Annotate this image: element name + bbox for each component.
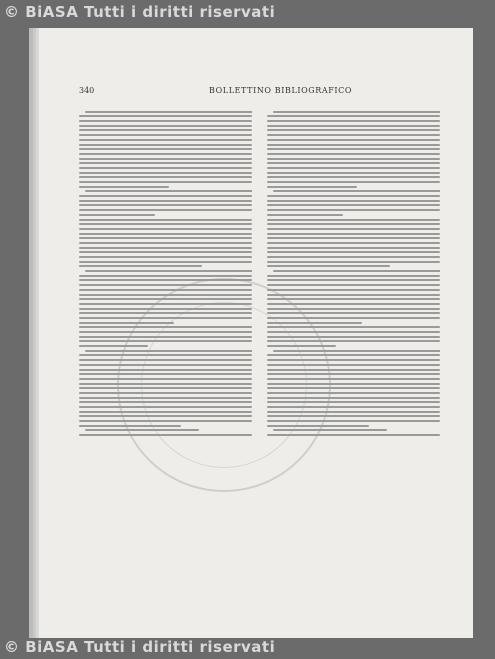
text-line xyxy=(273,270,440,272)
text-line xyxy=(267,303,440,305)
text-line xyxy=(267,233,440,235)
text-line xyxy=(79,378,252,380)
text-line xyxy=(79,289,252,291)
text-line xyxy=(267,265,390,267)
text-line xyxy=(267,289,440,291)
text-line xyxy=(273,111,440,113)
text-line xyxy=(79,364,252,366)
text-line xyxy=(79,195,252,197)
text-line xyxy=(79,340,252,342)
text-line xyxy=(267,284,440,286)
text-line xyxy=(79,162,252,164)
text-line xyxy=(79,134,252,136)
text-line xyxy=(267,411,440,413)
text-line xyxy=(267,167,440,169)
text-line xyxy=(79,331,252,333)
text-line xyxy=(267,209,440,211)
text-line xyxy=(267,200,440,202)
text-line xyxy=(267,247,440,249)
text-line xyxy=(79,120,252,122)
text-line xyxy=(267,326,440,328)
text-line xyxy=(79,308,252,310)
text-line xyxy=(85,270,252,272)
text-line xyxy=(79,125,252,127)
text-line xyxy=(79,209,252,211)
text-line xyxy=(267,340,440,342)
text-line xyxy=(267,158,440,160)
text-line xyxy=(267,251,440,253)
text-line xyxy=(79,415,252,417)
text-line xyxy=(85,350,252,352)
text-line xyxy=(267,434,440,436)
text-line xyxy=(85,111,252,113)
text-line xyxy=(267,172,440,174)
text-line xyxy=(267,420,440,422)
text-line xyxy=(79,228,252,230)
text-line xyxy=(273,350,440,352)
text-line xyxy=(267,378,440,380)
watermark-top: © BiASA Tutti i diritti riservati xyxy=(4,3,276,21)
text-line xyxy=(267,392,440,394)
text-line xyxy=(79,186,169,188)
text-line xyxy=(79,317,252,319)
text-line xyxy=(267,219,440,221)
text-line xyxy=(79,233,252,235)
text-line xyxy=(79,223,252,225)
text-line xyxy=(79,383,252,385)
text-line xyxy=(267,308,440,310)
text-line xyxy=(79,172,252,174)
text-line xyxy=(79,219,252,221)
journal-title: BOLLETTINO BIBLIOGRAFICO xyxy=(209,86,353,95)
text-line xyxy=(79,406,252,408)
text-line xyxy=(267,387,440,389)
text-line xyxy=(267,322,362,324)
text-line xyxy=(79,115,252,117)
text-line xyxy=(267,331,440,333)
text-line xyxy=(79,411,252,413)
text-line xyxy=(267,406,440,408)
text-line xyxy=(79,312,252,314)
text-line xyxy=(267,162,440,164)
text-line xyxy=(79,322,174,324)
text-line xyxy=(79,294,252,296)
text-line xyxy=(79,275,252,277)
watermark-bottom: © BiASA Tutti i diritti riservati xyxy=(4,638,276,656)
text-line xyxy=(267,242,440,244)
text-line xyxy=(79,298,252,300)
text-line xyxy=(79,373,252,375)
text-line xyxy=(267,298,440,300)
text-line xyxy=(79,345,148,347)
text-line xyxy=(79,214,155,216)
running-head xyxy=(39,86,473,100)
text-line xyxy=(79,247,252,249)
text-line xyxy=(79,129,252,131)
text-line xyxy=(267,261,440,263)
text-line xyxy=(79,336,252,338)
text-line xyxy=(267,228,440,230)
text-line xyxy=(267,186,357,188)
text-line xyxy=(267,383,440,385)
text-line xyxy=(79,284,252,286)
text-line xyxy=(267,144,440,146)
text-line xyxy=(267,401,440,403)
text-line xyxy=(79,401,252,403)
text-line xyxy=(267,237,440,239)
text-line xyxy=(79,144,252,146)
text-line xyxy=(267,294,440,296)
text-line xyxy=(267,139,440,141)
text-line xyxy=(267,195,440,197)
text-line xyxy=(85,429,199,431)
document-page xyxy=(39,28,473,638)
text-line xyxy=(267,214,343,216)
text-line xyxy=(267,125,440,127)
text-line xyxy=(267,204,440,206)
text-line xyxy=(79,420,252,422)
text-line xyxy=(273,429,387,431)
text-line xyxy=(267,354,440,356)
text-line xyxy=(267,312,440,314)
text-line xyxy=(79,251,252,253)
text-line xyxy=(79,434,252,436)
text-line xyxy=(267,129,440,131)
text-line xyxy=(79,265,202,267)
text-line xyxy=(79,303,252,305)
text-line xyxy=(267,134,440,136)
text-line xyxy=(273,190,440,192)
text-line xyxy=(267,120,440,122)
text-line xyxy=(79,139,252,141)
text-line xyxy=(79,158,252,160)
text-line xyxy=(79,387,252,389)
text-line xyxy=(79,279,252,281)
text-line xyxy=(267,369,440,371)
text-line xyxy=(79,397,252,399)
text-line xyxy=(79,369,252,371)
text-line xyxy=(267,115,440,117)
text-column-right xyxy=(267,108,440,628)
text-line xyxy=(79,326,252,328)
text-line xyxy=(267,425,369,427)
text-line xyxy=(267,181,440,183)
text-line xyxy=(267,397,440,399)
text-line xyxy=(79,200,252,202)
text-line xyxy=(79,256,252,258)
text-line xyxy=(79,392,252,394)
text-line xyxy=(267,176,440,178)
text-line xyxy=(267,275,440,277)
text-line xyxy=(79,148,252,150)
page-number: 340 xyxy=(79,86,95,95)
text-line xyxy=(267,364,440,366)
text-line xyxy=(79,237,252,239)
text-line xyxy=(267,336,440,338)
text-line xyxy=(79,167,252,169)
text-line xyxy=(267,359,440,361)
text-line xyxy=(267,345,336,347)
text-line xyxy=(85,190,252,192)
text-line xyxy=(79,204,252,206)
text-line xyxy=(267,153,440,155)
text-column-left xyxy=(79,108,252,628)
text-line xyxy=(79,359,252,361)
text-line xyxy=(79,425,181,427)
text-line xyxy=(267,279,440,281)
text-line xyxy=(79,261,252,263)
text-line xyxy=(79,181,252,183)
text-line xyxy=(79,176,252,178)
text-line xyxy=(79,242,252,244)
text-line xyxy=(267,317,440,319)
text-line xyxy=(79,153,252,155)
text-line xyxy=(79,354,252,356)
text-line xyxy=(267,223,440,225)
text-line xyxy=(267,148,440,150)
text-line xyxy=(267,373,440,375)
text-line xyxy=(267,415,440,417)
text-line xyxy=(267,256,440,258)
